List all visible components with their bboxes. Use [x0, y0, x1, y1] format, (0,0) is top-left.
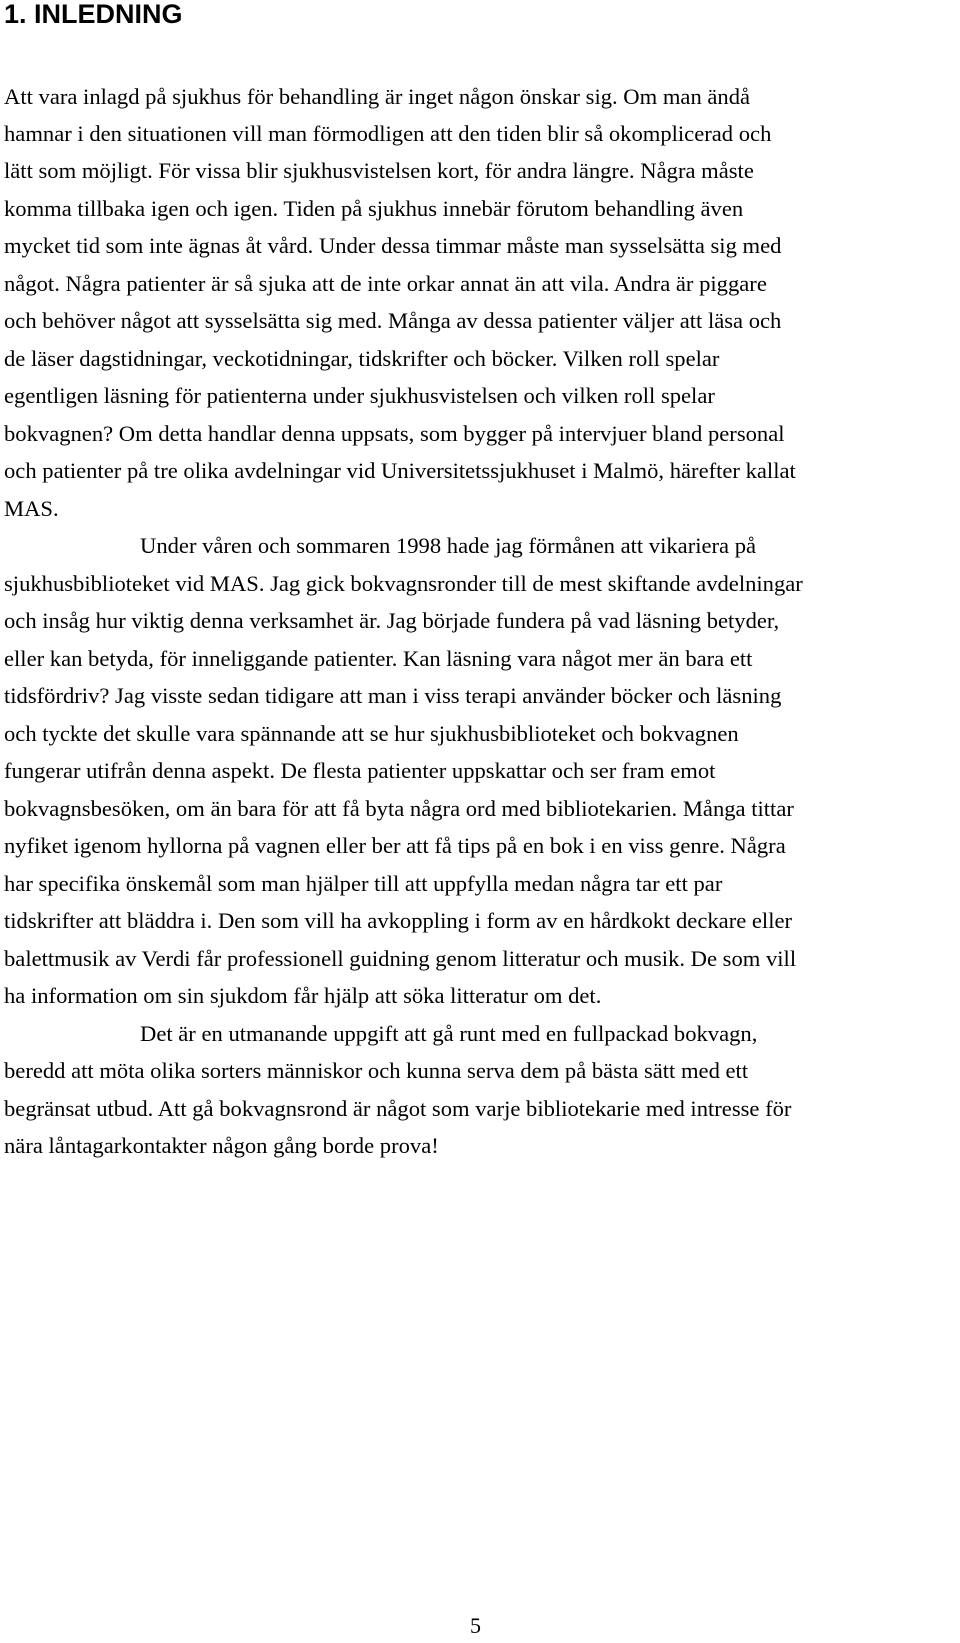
body-text-line: och behöver något att sysselsätta sig med. Många av dessa patienter väljer att läsa och — [4, 308, 782, 333]
body-text-line: egentligen läsning för patienterna under sjukhusvistelsen och vilken roll spelar — [4, 383, 715, 408]
page-number: 5 — [470, 1613, 481, 1638]
body-text-line: Att vara inlagd på sjukhus för behandling är inget någon önskar sig. Om man ändå — [4, 84, 751, 109]
body-text-line: beredd att möta olika sorters människor och kunna serva dem på bästa sätt med ett — [4, 1058, 749, 1083]
paragraph-first-line: Under våren och sommaren 1998 hade jag förmånen att vikariera på — [140, 533, 757, 558]
body-text-line: eller kan betyda, för inneliggande patienter. Kan läsning vara något mer än bara ett — [4, 646, 753, 671]
body-text-line: komma tillbaka igen och igen. Tiden på sjukhus innebär förutom behandling även — [4, 196, 744, 221]
body-text-line: och insåg hur viktig denna verksamhet är. Jag började fundera på vad läsning betyder, — [4, 608, 780, 633]
body-text-line: något. Några patienter är så sjuka att de inte orkar annat än att vila. Andra är piggare — [4, 271, 767, 296]
body-text-line: bokvagnsbesöken, om än bara för att få byta några ord med bibliotekarien. Många tittar — [4, 796, 794, 821]
body-text-line: begränsat utbud. Att gå bokvagnsrond är något som varje bibliotekarie med intresse för — [4, 1096, 792, 1121]
body-text-line: balettmusik av Verdi får professionell guidning genom litteratur och musik. De som vill — [4, 946, 797, 971]
body-text-line: har specifika önskemål som man hjälper till att uppfylla medan några tar ett par — [4, 871, 723, 896]
body-text-line: nära låntagarkontakter någon gång borde prova! — [4, 1133, 439, 1158]
paragraph-first-line: Det är en utmanande uppgift att gå runt med en fullpackad bokvagn, — [140, 1021, 758, 1046]
body-text-line: och tyckte det skulle vara spännande att se hur sjukhusbiblioteket och bokvagnen — [4, 721, 739, 746]
body-text-line: bokvagnen? Om detta handlar denna uppsats, som bygger på intervjuer bland personal — [4, 421, 785, 446]
body-text-line: tidskrifter att bläddra i. Den som vill ha avkoppling i form av en hårdkokt deckare eller — [4, 908, 793, 933]
section-heading: 1. INLEDNING — [4, 0, 183, 29]
body-text-line: MAS. — [4, 496, 59, 521]
body-text-line: ha information om sin sjukdom får hjälp att söka litteratur om det. — [4, 983, 602, 1008]
body-text-line: fungerar utifrån denna aspekt. De flesta patienter uppskattar och ser fram emot — [4, 758, 716, 783]
body-text-line: lätt som möjligt. För vissa blir sjukhusvistelsen kort, för andra längre. Några måste — [4, 158, 754, 183]
body-text-line: nyfiket igenom hyllorna på vagnen eller ber att få tips på en bok i en viss genre. Några — [4, 833, 786, 858]
body-text-line: tidsfördriv? Jag visste sedan tidigare att man i viss terapi använder böcker och läsning — [4, 683, 782, 708]
body-text-line: mycket tid som inte ägnas åt vård. Under dessa timmar måste man sysselsätta sig med — [4, 233, 782, 258]
body-text-line: hamnar i den situationen vill man förmodligen att den tiden blir så okomplicerad och — [4, 121, 772, 146]
body-text-line: och patienter på tre olika avdelningar vid Universitetssjukhuset i Malmö, härefter kallat — [4, 458, 796, 483]
body-text-line: sjukhusbiblioteket vid MAS. Jag gick bokvagnsronder till de mest skiftande avdelningar — [4, 571, 803, 596]
body-text-line: de läser dagstidningar, veckotidningar, tidskrifter och böcker. Vilken roll spelar — [4, 346, 720, 371]
